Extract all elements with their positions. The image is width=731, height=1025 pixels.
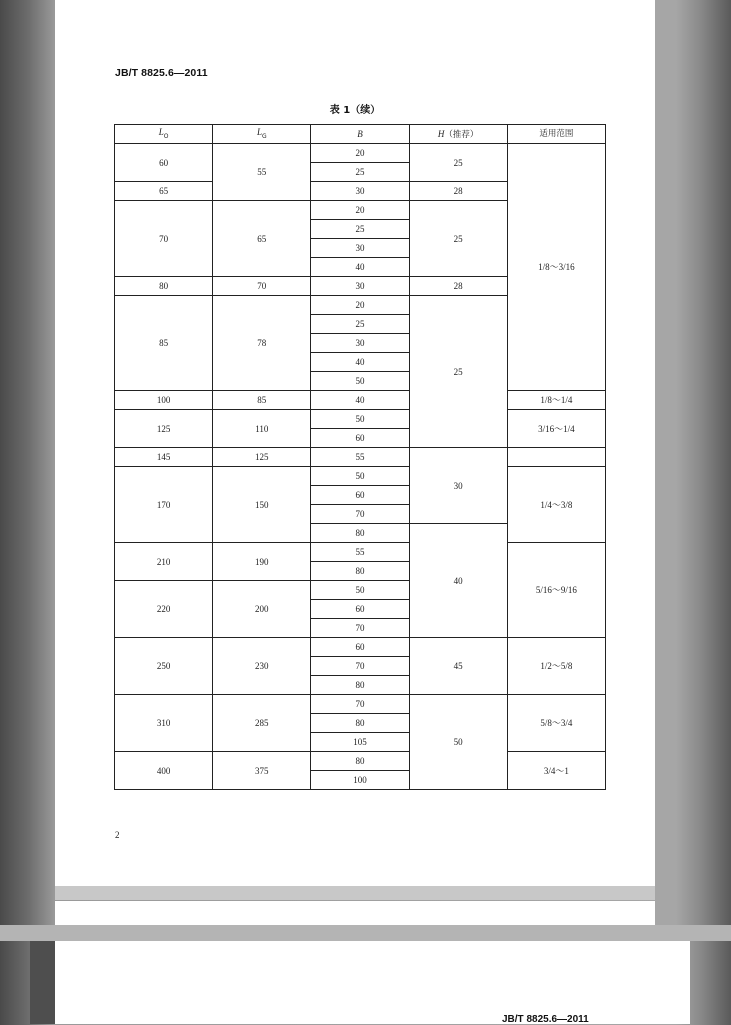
table-header-row xyxy=(115,125,606,144)
cell-lg: 70 xyxy=(213,277,311,296)
cell-b: 25 xyxy=(311,220,409,239)
cell-lo: 125 xyxy=(115,410,213,448)
cell-lo: 210 xyxy=(115,543,213,581)
cell-lo: 310 xyxy=(115,695,213,752)
cell-lg: 78 xyxy=(213,296,311,391)
standard-code-header: JB/T 8825.6—2011 xyxy=(115,67,208,79)
cell-b: 60 xyxy=(311,429,409,448)
page-strip xyxy=(55,901,655,925)
cell-lo: 60 xyxy=(115,144,213,182)
cell-lg: 190 xyxy=(213,543,311,581)
table-row xyxy=(115,638,606,657)
next-page-header: JB/T 8825.6—2011 xyxy=(502,1014,589,1025)
cell-range: 1/4～3/8 xyxy=(507,467,605,543)
cell-lg: 230 xyxy=(213,638,311,695)
cell-b: 40 xyxy=(311,353,409,372)
cell-h: 25 xyxy=(409,296,507,448)
cell-lo: 220 xyxy=(115,581,213,638)
cell-h: 40 xyxy=(409,524,507,638)
table-row xyxy=(115,752,606,771)
table-row xyxy=(115,543,606,562)
cell-b: 40 xyxy=(311,391,409,410)
next-document-page xyxy=(55,941,690,1024)
col-header-range: 适用范围 xyxy=(507,125,605,144)
table-row xyxy=(115,467,606,486)
cell-h: 50 xyxy=(409,695,507,790)
col-header-b: B xyxy=(311,125,409,144)
cell-lo: 400 xyxy=(115,752,213,790)
cell-b: 50 xyxy=(311,410,409,429)
cell-b: 70 xyxy=(311,505,409,524)
cell-lo: 100 xyxy=(115,391,213,410)
cell-b: 80 xyxy=(311,562,409,581)
cell-range: 3/16～1/4 xyxy=(507,410,605,448)
cell-h: 28 xyxy=(409,182,507,201)
document-page xyxy=(55,0,655,886)
cell-lg: 55 xyxy=(213,144,311,201)
cell-range-empty xyxy=(507,448,605,467)
cell-range: 5/16～9/16 xyxy=(507,543,605,638)
cell-b: 20 xyxy=(311,144,409,163)
cell-b: 50 xyxy=(311,372,409,391)
cell-h: 25 xyxy=(409,201,507,277)
page-gap-2 xyxy=(0,925,731,941)
table-row xyxy=(115,391,606,410)
cell-lg: 65 xyxy=(213,201,311,277)
cell-h: 25 xyxy=(409,144,507,182)
cell-b: 100 xyxy=(311,771,409,790)
cell-lg: 110 xyxy=(213,410,311,448)
cell-b: 80 xyxy=(311,714,409,733)
cell-lo: 170 xyxy=(115,467,213,543)
cell-lo: 70 xyxy=(115,201,213,277)
cell-lg: 200 xyxy=(213,581,311,638)
cell-h: 30 xyxy=(409,448,507,524)
cell-lg: 150 xyxy=(213,467,311,543)
cell-lo: 80 xyxy=(115,277,213,296)
cell-range: 1/8～1/4 xyxy=(507,391,605,410)
cell-h: 28 xyxy=(409,277,507,296)
cell-b: 25 xyxy=(311,315,409,334)
page-gap xyxy=(55,886,655,900)
page-shadow-left xyxy=(30,941,55,1024)
cell-b: 70 xyxy=(311,657,409,676)
table-row xyxy=(115,695,606,714)
cell-b: 50 xyxy=(311,581,409,600)
cell-b: 80 xyxy=(311,752,409,771)
cell-b: 70 xyxy=(311,619,409,638)
cell-b: 60 xyxy=(311,486,409,505)
cell-b: 60 xyxy=(311,600,409,619)
cell-b: 30 xyxy=(311,277,409,296)
col-header-h: H（推荐） xyxy=(409,125,507,144)
page-number: 2 xyxy=(115,830,120,840)
table-row xyxy=(115,144,606,163)
cell-b: 30 xyxy=(311,334,409,353)
cell-range: 5/8～3/4 xyxy=(507,695,605,752)
cell-b: 50 xyxy=(311,467,409,486)
cell-range: 3/4～1 xyxy=(507,752,605,790)
cell-b: 40 xyxy=(311,258,409,277)
cell-b: 80 xyxy=(311,676,409,695)
cell-range: 1/2～5/8 xyxy=(507,638,605,695)
cell-b: 80 xyxy=(311,524,409,543)
cell-b: 60 xyxy=(311,638,409,657)
table-caption: 表 1（续） xyxy=(329,105,381,116)
cell-b: 25 xyxy=(311,163,409,182)
spec-table xyxy=(114,124,606,790)
cell-lg: 85 xyxy=(213,391,311,410)
cell-h: 45 xyxy=(409,638,507,695)
cell-b: 105 xyxy=(311,733,409,752)
cell-b: 55 xyxy=(311,448,409,467)
cell-lo: 145 xyxy=(115,448,213,467)
cell-b: 30 xyxy=(311,182,409,201)
cell-b: 20 xyxy=(311,201,409,220)
cell-lg: 375 xyxy=(213,752,311,790)
cell-b: 30 xyxy=(311,239,409,258)
table-row xyxy=(115,448,606,467)
cell-lo: 65 xyxy=(115,182,213,201)
cell-b: 20 xyxy=(311,296,409,315)
cell-lg: 285 xyxy=(213,695,311,752)
cell-b: 70 xyxy=(311,695,409,714)
cell-lo: 250 xyxy=(115,638,213,695)
cell-b: 55 xyxy=(311,543,409,562)
cell-lg: 125 xyxy=(213,448,311,467)
cell-lo: 85 xyxy=(115,296,213,391)
cell-range: 1/8～3/16 xyxy=(507,144,605,391)
col-header-lg: $L_G$ xyxy=(213,125,311,144)
col-header-lo: $L_O$ xyxy=(115,125,213,144)
